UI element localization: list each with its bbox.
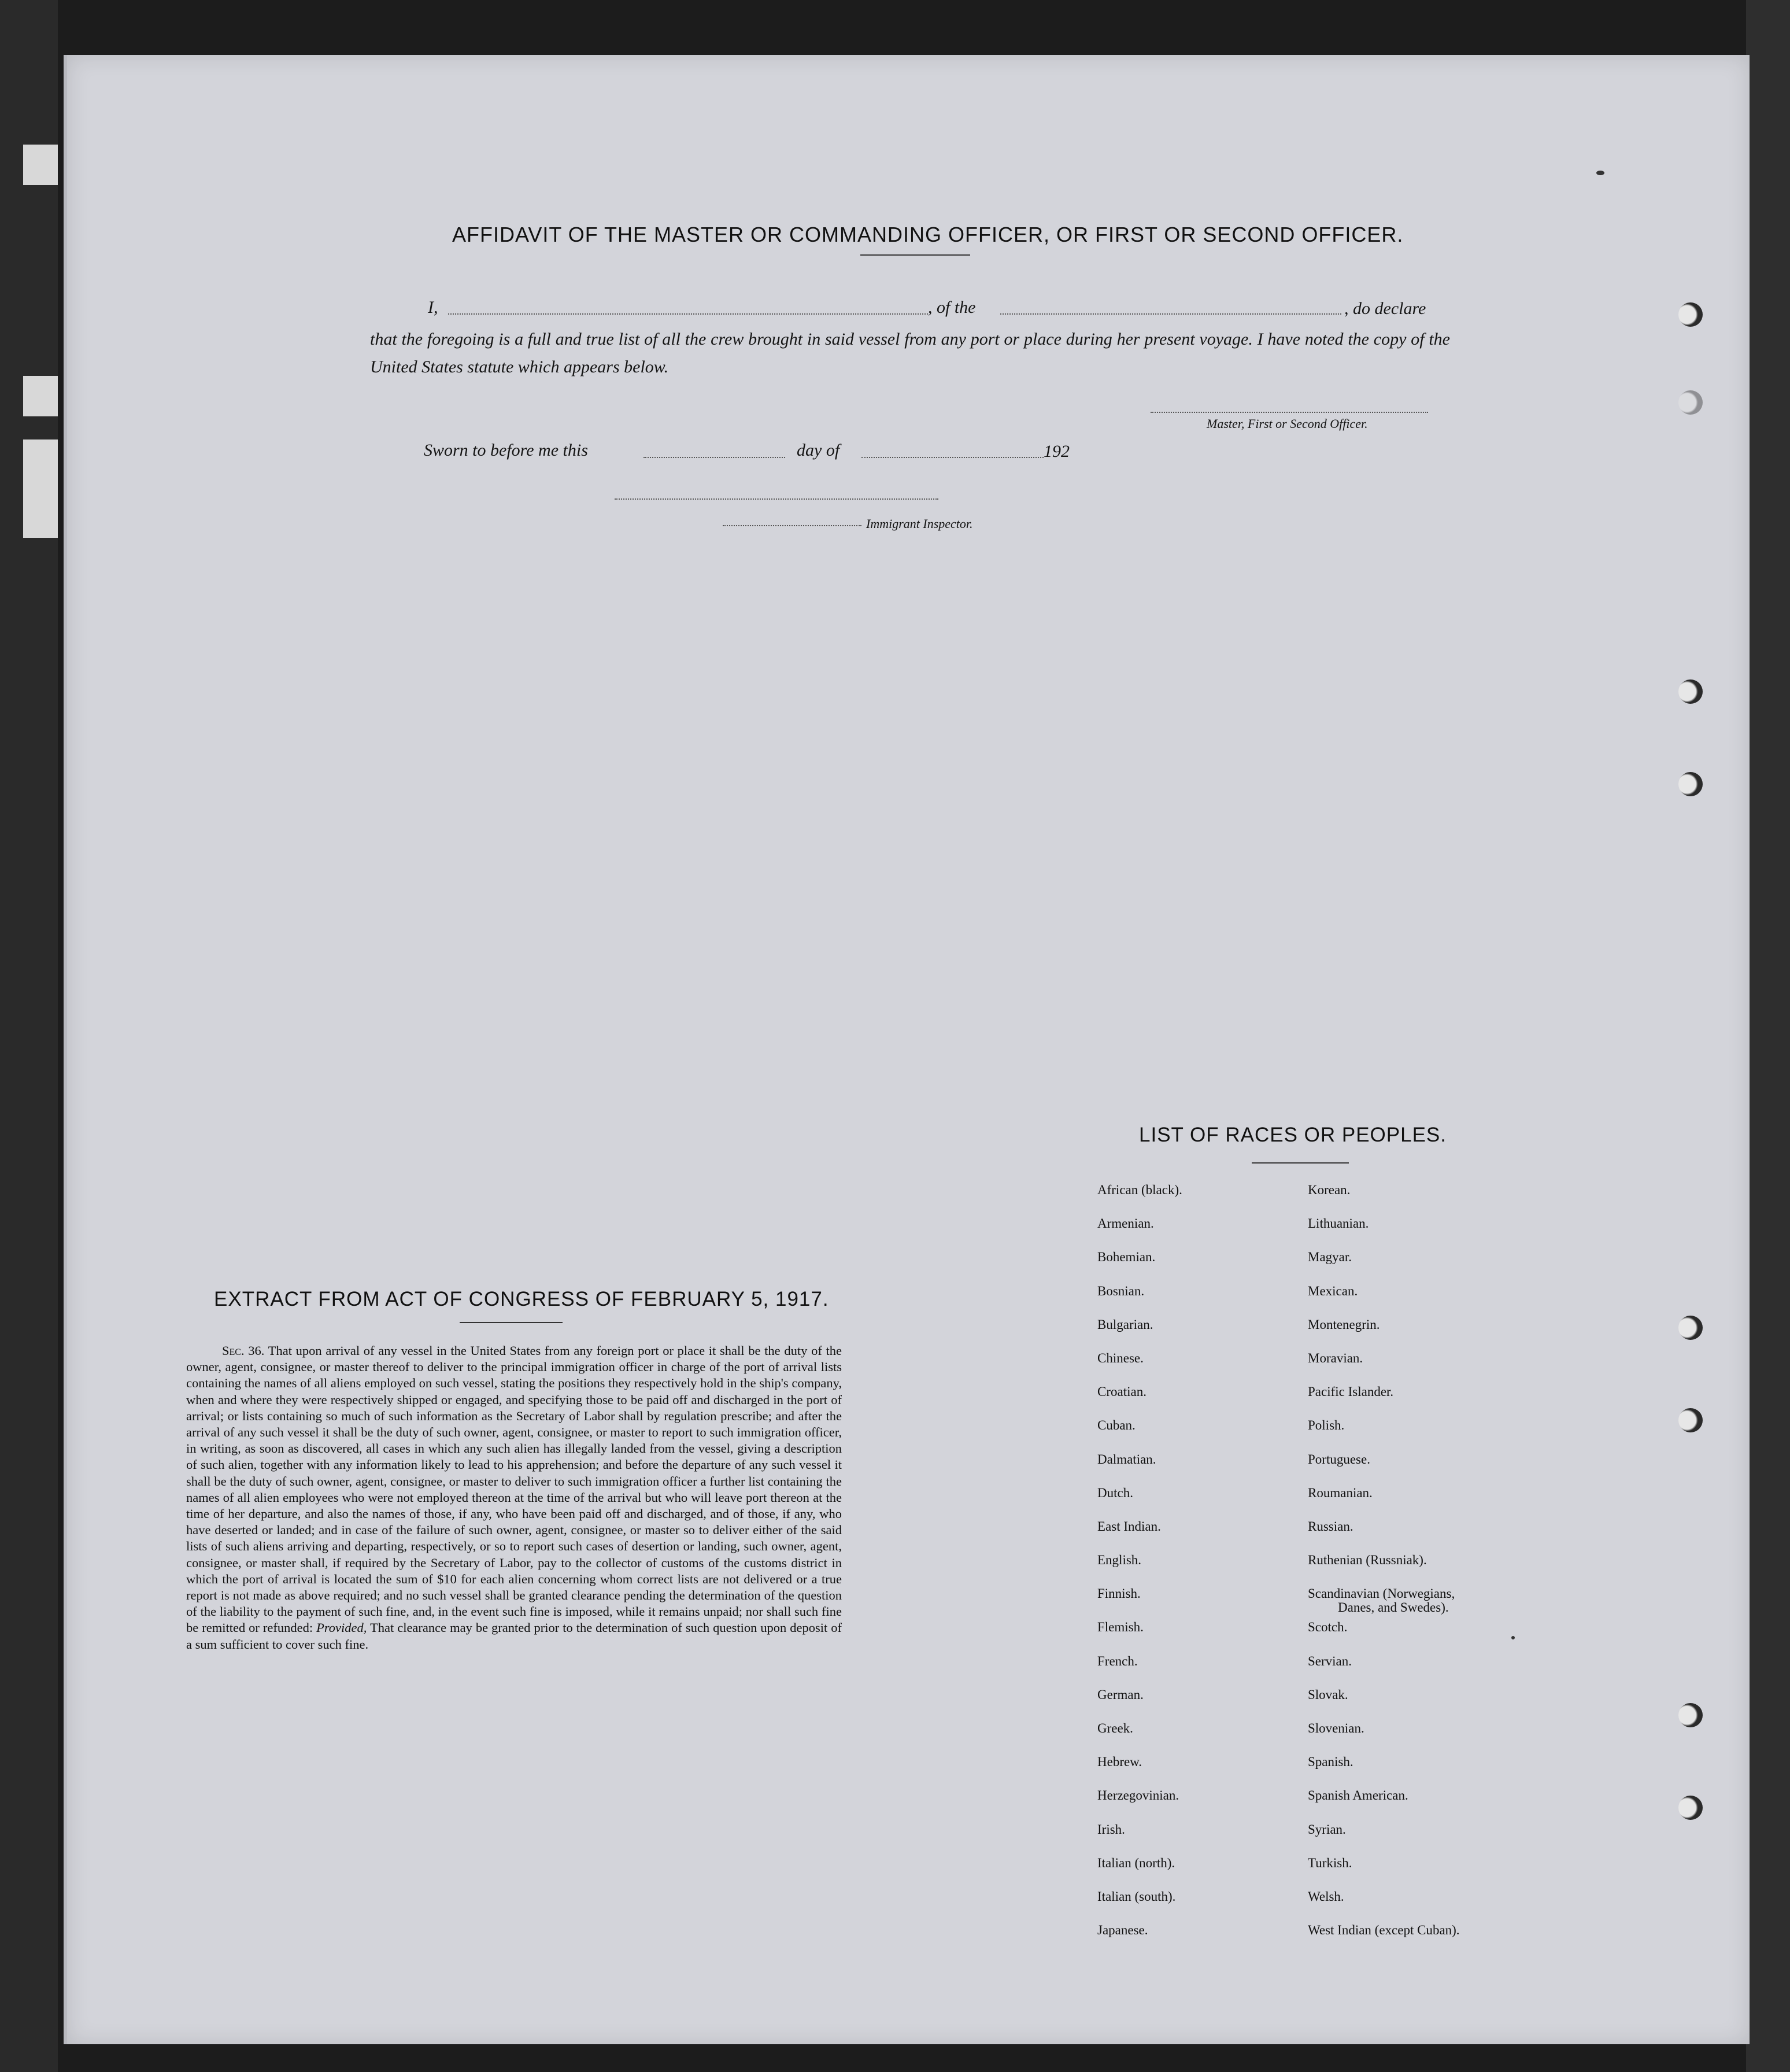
races-title-underline: [1252, 1162, 1349, 1164]
race-left: Italian (south).: [1097, 1889, 1176, 1904]
race-right: Turkish.: [1308, 1855, 1352, 1870]
race-right: Ruthenian (Russniak).: [1308, 1553, 1427, 1568]
race-row: [1093, 1620, 1532, 1653]
section-number: Sec. 36.: [222, 1343, 265, 1358]
binder-hole: [1678, 302, 1703, 327]
race-left: Bosnian.: [1097, 1283, 1145, 1298]
inspector-caption: Immigrant Inspector.: [866, 516, 973, 531]
day-of-label: day of: [797, 441, 840, 460]
scan-left-edge: [0, 0, 58, 2072]
race-right: Polish.: [1308, 1418, 1345, 1433]
race-row: [1093, 1183, 1532, 1216]
race-left: Japanese.: [1097, 1923, 1148, 1938]
race-right: Portuguese.: [1308, 1451, 1370, 1467]
race-left: Greek.: [1097, 1721, 1133, 1735]
binder-hole: [1678, 1316, 1703, 1340]
race-right: Russian.: [1308, 1519, 1353, 1534]
race-left: Italian (north).: [1097, 1855, 1175, 1870]
binder-hole: [1678, 679, 1703, 704]
race-left: Finnish.: [1097, 1586, 1141, 1601]
race-row: [1093, 1384, 1532, 1418]
race-right: Lithuanian.: [1308, 1216, 1369, 1231]
race-left: Herzegovinian.: [1097, 1788, 1179, 1803]
extract-title: EXTRACT FROM ACT OF CONGRESS OF FEBRUARY 5, 1917.: [214, 1288, 829, 1310]
race-left: Hebrew.: [1097, 1755, 1142, 1770]
race-left: Croatian.: [1097, 1384, 1147, 1399]
binder-hole: [1678, 772, 1703, 796]
race-row: [1093, 1317, 1532, 1351]
race-row: [1093, 1721, 1532, 1755]
race-row: [1093, 1216, 1532, 1250]
provided-word: Provided,: [316, 1620, 367, 1635]
race-right: Korean.: [1308, 1183, 1351, 1197]
race-left: African (black).: [1097, 1183, 1182, 1197]
races-list: [1093, 1183, 1532, 1956]
affidavit-title: AFFIDAVIT OF THE MASTER OR COMMANDING OFFICER, OR FIRST OR SECOND OFFICER.: [452, 223, 1404, 246]
race-right: Moravian.: [1308, 1350, 1363, 1365]
race-row: [1093, 1788, 1532, 1822]
affidavit-do-declare: , do declare: [1344, 299, 1426, 318]
year-prefix: 192: [1044, 442, 1070, 461]
ink-speck: [1596, 171, 1604, 175]
race-right: Spanish American.: [1308, 1788, 1408, 1803]
race-row: [1093, 1486, 1532, 1519]
race-right: Syrian.: [1308, 1822, 1346, 1837]
sworn-day-blank[interactable]: [643, 457, 785, 458]
race-right: Slovak.: [1308, 1687, 1348, 1702]
race-right: Roumanian.: [1308, 1485, 1373, 1500]
affidavit-i-label: I,: [428, 298, 438, 317]
race-row: [1093, 1586, 1532, 1620]
sworn-month-blank[interactable]: [861, 457, 1044, 458]
race-row: [1093, 1351, 1532, 1384]
binder-hole: [1678, 1703, 1703, 1727]
race-right: Scandinavian (Norwegians,: [1308, 1586, 1455, 1601]
race-row: [1093, 1856, 1532, 1889]
race-left: Cuban.: [1097, 1418, 1136, 1433]
race-right: Mexican.: [1308, 1283, 1358, 1298]
binder-hole: [1678, 390, 1703, 415]
race-row: [1093, 1452, 1532, 1486]
race-row: [1093, 1889, 1532, 1923]
race-right: West Indian (except Cuban).: [1308, 1923, 1460, 1938]
race-right: Pacific Islander.: [1308, 1384, 1394, 1399]
race-left: Bulgarian.: [1097, 1317, 1153, 1332]
race-left: Dalmatian.: [1097, 1451, 1156, 1467]
race-right-continued: Danes, and Swedes).: [1338, 1600, 1449, 1615]
affidavit-of-the-label: , of the: [928, 298, 976, 317]
scan-edge-fragment: [23, 439, 58, 538]
race-row: [1093, 1519, 1532, 1553]
binder-hole: [1678, 1796, 1703, 1820]
race-right: Scotch.: [1308, 1620, 1348, 1635]
race-left: Dutch.: [1097, 1485, 1133, 1500]
race-row: [1093, 1553, 1532, 1586]
race-right: Magyar.: [1308, 1250, 1352, 1265]
race-left: Irish.: [1097, 1822, 1125, 1837]
race-row: [1093, 1250, 1532, 1283]
extract-body-part-1: That upon arrival of any vessel in the United States from any foreign port or place it shall be the duty of the owner, agent, consignee, or master thereof to deliver to the principal immigration officer in charge of the port of arrival lists containing the names of all aliens employed on such vessel, stating the positions they respectively hold in the ship's company, when and where they were respectively shipped or engaged, and specifying those to be paid off and discharged in the port of arrival; or lists containing so much of such information as the Secretary of Labor shall by regulation prescribe; and after the arrival of any such vessel it shall be the duty of such owner, agent, consignee, or master to report to such immigration officer, in writing, as soon as discovered, all cases in which any such alien has illegally landed from the vessel, giving a description of such alien, together with any information likely to lead to his apprehension; and before the departure of any such vessel it shall be the duty of such owner, agent, consignee, or master to deliver to such immigration officer a further list containing the names of all alien employees who were not employed thereon at the time of the arrival but who will leave port thereon at the time of her departure, and also the names of those, if any, who have been paid off and discharged, and of those, if any, who have deserted or landed; and in case of the failure of such owner, agent, consignee, or master so to deliver either of the said lists of such aliens arriving and departing, respectively, or so to report such cases of desertion or landing, such owner, agent, consignee, or master shall, if required by the Secretary of Labor, pay to the collector of customs of the customs district in which the port of arrival is located the sum of $10 for each alien concerning whom correct lists are not delivered or a true report is not made as above required; and no such vessel shall be granted clearance pending the determination of the question of the liability to the payment of such fine, and, in the event such fine is imposed, while it remains unpaid; nor shall such fine be remitted or refunded:: [186, 1343, 842, 1635]
race-row: [1093, 1822, 1532, 1856]
race-row: [1093, 1654, 1532, 1687]
race-row: [1093, 1755, 1532, 1788]
extract-text: [186, 1343, 842, 1653]
race-row: [1093, 1284, 1532, 1317]
signature-caption: Master, First or Second Officer.: [1207, 416, 1368, 431]
race-row: [1093, 1687, 1532, 1721]
race-left: English.: [1097, 1553, 1142, 1568]
inspector-signature-line[interactable]: [615, 498, 938, 500]
race-right: Welsh.: [1308, 1889, 1344, 1904]
race-left: French.: [1097, 1653, 1138, 1668]
race-row: [1093, 1418, 1532, 1451]
race-left: Flemish.: [1097, 1620, 1144, 1635]
scan-edge-fragment: [23, 376, 58, 416]
race-left: Chinese.: [1097, 1350, 1144, 1365]
race-row: [1093, 1923, 1532, 1956]
master-name-blank[interactable]: [448, 313, 928, 315]
race-right: Servian.: [1308, 1653, 1352, 1668]
signature-line[interactable]: [1151, 412, 1428, 413]
inspector-name-line[interactable]: [723, 525, 861, 526]
vessel-name-blank[interactable]: [1000, 313, 1341, 315]
race-left: Bohemian.: [1097, 1250, 1156, 1265]
race-left: Armenian.: [1097, 1216, 1154, 1231]
race-right: Spanish.: [1308, 1755, 1353, 1770]
race-right: Slovenian.: [1308, 1721, 1364, 1735]
race-left: German.: [1097, 1687, 1144, 1702]
binder-hole: [1678, 1408, 1703, 1432]
race-left: East Indian.: [1097, 1519, 1161, 1534]
scan-right-edge: [1746, 0, 1790, 2072]
affidavit-body: that the foregoing is a full and true list of all the crew brought in said vessel from any port or place during her present voyage. I have noted the copy of the United States statute which appears below.: [370, 330, 1450, 376]
race-right: Montenegrin.: [1308, 1317, 1380, 1332]
races-title: LIST OF RACES OR PEOPLES.: [1139, 1124, 1447, 1146]
extract-body-part-2: That clearance may be granted prior to the determination of such question upon deposit of a sum sufficient to cover such fine.: [186, 1620, 842, 1652]
extract-title-underline: [460, 1322, 563, 1323]
affidavit-title-underline: [860, 254, 970, 256]
sworn-label: Sworn to before me this: [424, 441, 588, 460]
scan-edge-fragment: [23, 145, 58, 185]
